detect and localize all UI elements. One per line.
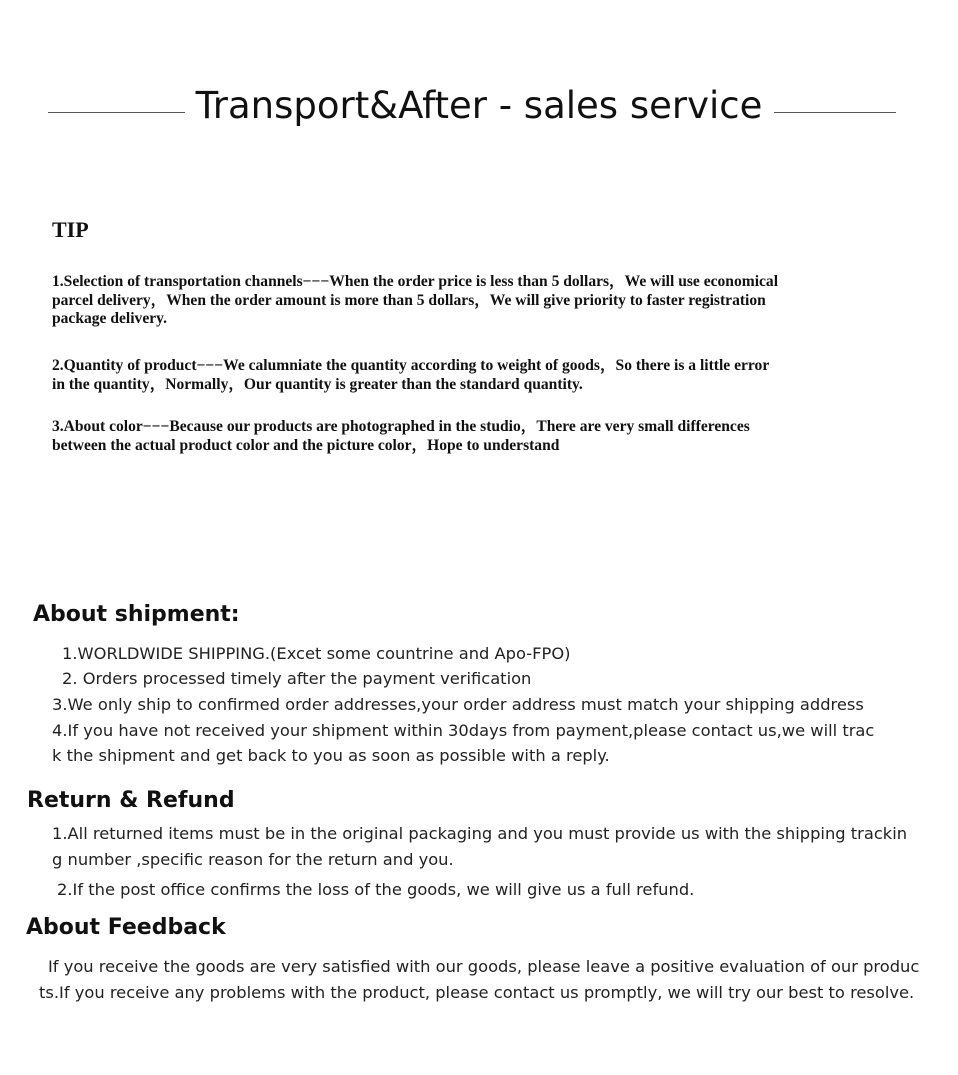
tip-item-1-line-3: package delivery. <box>52 310 167 327</box>
tip-item-3 <box>52 418 942 455</box>
feedback-line-2: ts.If you receive any problems with the product, please contact us promptly, we will try our best to resolve. <box>39 983 915 1002</box>
refund-heading: Return & Refund <box>27 788 235 813</box>
shipment-line-4: 4.If you have not received your shipment within 30days from payment,please contact us,we will trac <box>52 721 875 740</box>
title-rule-right <box>774 112 896 113</box>
tip-heading: TIP <box>52 217 89 242</box>
tip-item-3-line-1: 3.About color−−−Because our products are photographed in the studio，There are very small differences <box>52 418 750 435</box>
feedback-line-1: If you receive the goods are very satisfied with our goods, please leave a positive evaluation of our produc <box>48 957 920 976</box>
refund-line-1: 1.All returned items must be in the original packaging and you must provide us with the shipping trackin <box>52 824 908 843</box>
shipment-heading: About shipment: <box>33 602 240 627</box>
tip-item-1-line-2: parcel delivery，When the order amount is more than 5 dollars，We will give priority to faster registration <box>52 291 766 309</box>
tip-item-2-line-2: in the quantity，Normally，Our quantity is greater than the standard quantity. <box>52 375 583 393</box>
feedback-heading: About Feedback <box>26 915 226 940</box>
shipment-line-1: 1.WORLDWIDE SHIPPING.(Excet some countrine and Apo-FPO) <box>62 644 571 663</box>
tip-item-3-line-2: between the actual product color and the picture color，Hope to understand <box>52 436 560 454</box>
shipment-line-3: 3.We only ship to confirmed order addresses,your order address must match your shipping address <box>52 695 864 714</box>
tip-item-1 <box>52 273 942 329</box>
page-title: Transport&After - sales service <box>195 84 763 127</box>
shipment-line-2: 2. Orders processed timely after the payment verification <box>62 669 532 688</box>
refund-line-3: 2.If the post office confirms the loss of the goods, we will give us a full refund. <box>57 880 695 899</box>
tip-item-2 <box>52 357 942 394</box>
tip-item-1-line-1: 1.Selection of transportation channels−−−When the order price is less than 5 dollars，We will use economical <box>52 273 779 290</box>
shipment-line-5: k the shipment and get back to you as soon as possible with a reply. <box>52 746 610 765</box>
tip-item-2-line-1: 2.Quantity of product−−−We calumniate the quantity according to weight of goods，So there is a little error <box>52 357 770 374</box>
refund-line-2: g number ,specific reason for the return and you. <box>52 850 454 869</box>
